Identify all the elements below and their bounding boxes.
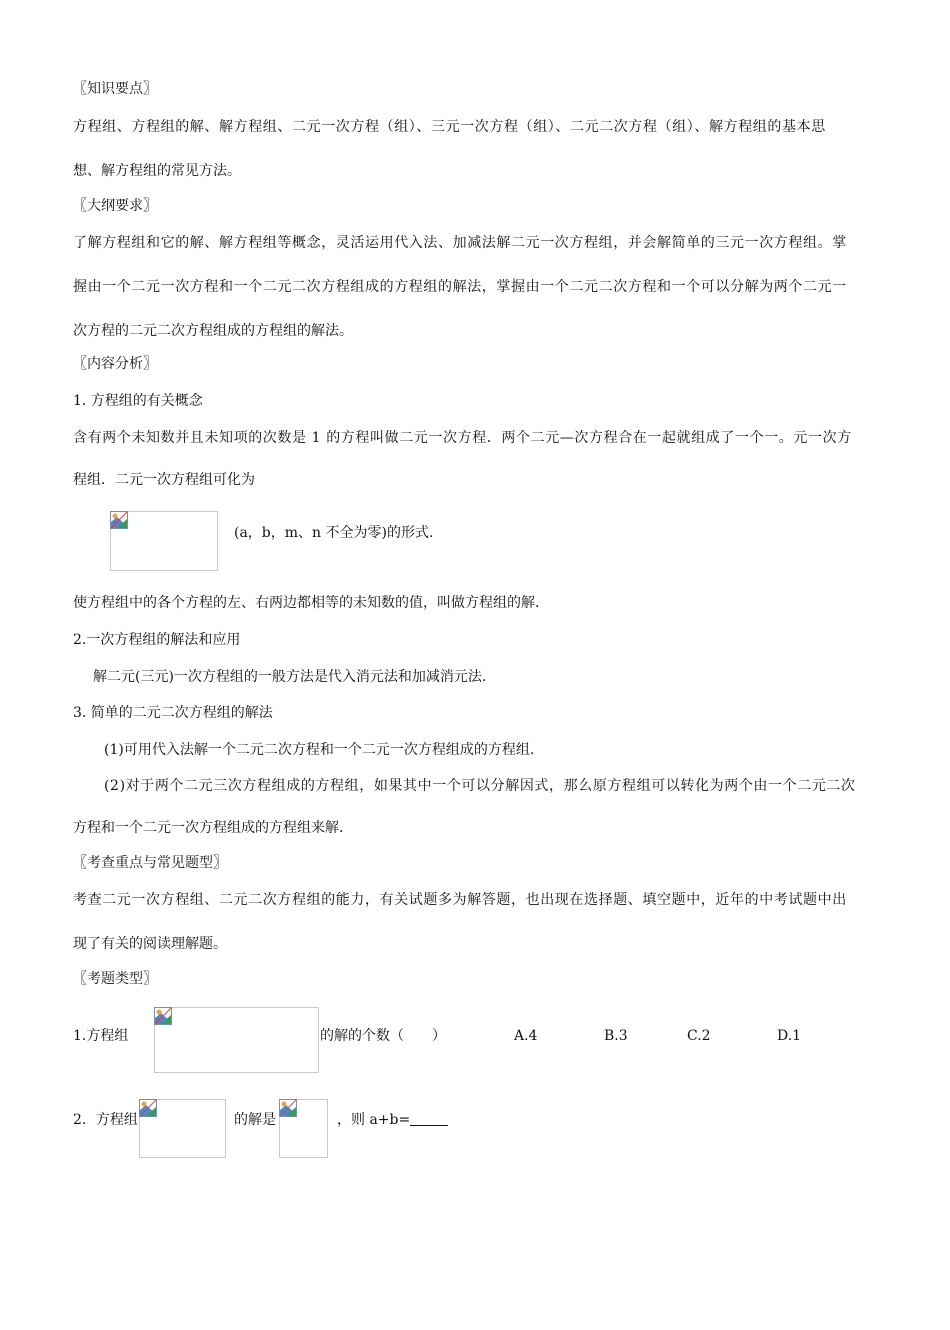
quadratic-item-2b: 方程和一个二元一次方程组成的方程组来解. [73,820,344,836]
knowledge-line-1: 方程组、方程组的解、解方程组、二元一次方程（组）、三元一次方程（组）、二元二次方程（组）、解方程组的基本思 [73,119,826,135]
concept-heading: 1. 方程组的有关概念 [73,393,203,409]
outline-line-3: 次方程的二元二次方程组成的方程组的解法。 [73,323,353,339]
exam-title: 〖考查重点与常见题型〗 [73,855,227,871]
q1-option-c[interactable]: C.2 [687,1028,711,1044]
knowledge-line-2: 想、解方程组的常见方法。 [73,163,241,179]
q1-equation-image [154,1007,319,1073]
q1-option-a[interactable]: A.4 [514,1028,538,1044]
q2-system-image [139,1099,226,1158]
linear-heading: 2.一次方程组的解法和应用 [73,632,241,648]
exam-line-1: 考查二元一次方程组、二元二次方程组的能力，有关试题多为解答题，也出现在选择题、填空题中，近年的中考试题中出 [73,892,847,908]
q2-answer-line [337,1110,448,1130]
answer-blank[interactable] [410,1111,448,1126]
solution-definition: 使方程组中的各个方程的左、右两边都相等的未知数的值，叫做方程组的解． [73,595,549,611]
quadratic-item-1: (1)可用代入法解一个二元二次方程和一个二元一次方程组成的方程组. [104,742,535,758]
outline-line-1: 了解方程组和它的解、解方程组等概念，灵活运用代入法、加减法解二元一次方程组，并会解简单的三元一次方程组。掌 [73,235,847,251]
types-title: 〖考题类型〗 [73,971,157,987]
q2-middle: 的解是 [234,1112,276,1128]
q1-prefix: 1.方程组 [73,1028,129,1044]
broken-image-icon [279,1099,297,1117]
concept-line-2: 程组．二元一次方程组可化为 [73,472,255,488]
linear-method: 解二元(三元)一次方程组的一般方法是代入消元法和加减消元法. [93,669,487,685]
knowledge-title: 〖知识要点〗 [73,81,157,97]
content-title: 〖内容分析〗 [73,356,157,372]
outline-line-2: 握由一个二元一次方程和一个二元二次方程组成的方程组的解法，掌握由一个二元二次方程和一个可以分解为两个二元一 [73,279,847,295]
q2-suffix: ，则 a+b= [337,1112,411,1128]
form-note: (a，b，m、n 不全为零)的形式. [234,525,434,541]
broken-image-icon [154,1007,172,1025]
quadratic-item-2a: (2)对于两个二元三次方程组成的方程组，如果其中一个可以分解因式，那么原方程组可以转化为两个由一个二元二次 [104,778,856,794]
equation-form-image [110,511,218,571]
q2-solution-image [279,1099,328,1158]
q1-option-b[interactable]: B.3 [604,1028,628,1044]
exam-line-2: 现了有关的阅读理解题。 [73,936,227,952]
concept-line-1: 含有两个未知数并且未知项的次数是 1 的方程叫做二元一次方程．两个二元—次方程合在一起就组成了一个一。元一次方 [73,430,852,446]
outline-title: 〖大纲要求〗 [73,198,157,214]
quadratic-heading: 3. 简单的二元二次方程组的解法 [73,705,273,721]
q2-prefix: 2．方程组 [73,1112,138,1128]
broken-image-icon [110,511,128,529]
q1-option-d[interactable]: D.1 [777,1028,802,1044]
broken-image-icon [139,1099,157,1117]
q1-suffix: 的解的个数（ ） [320,1028,446,1044]
